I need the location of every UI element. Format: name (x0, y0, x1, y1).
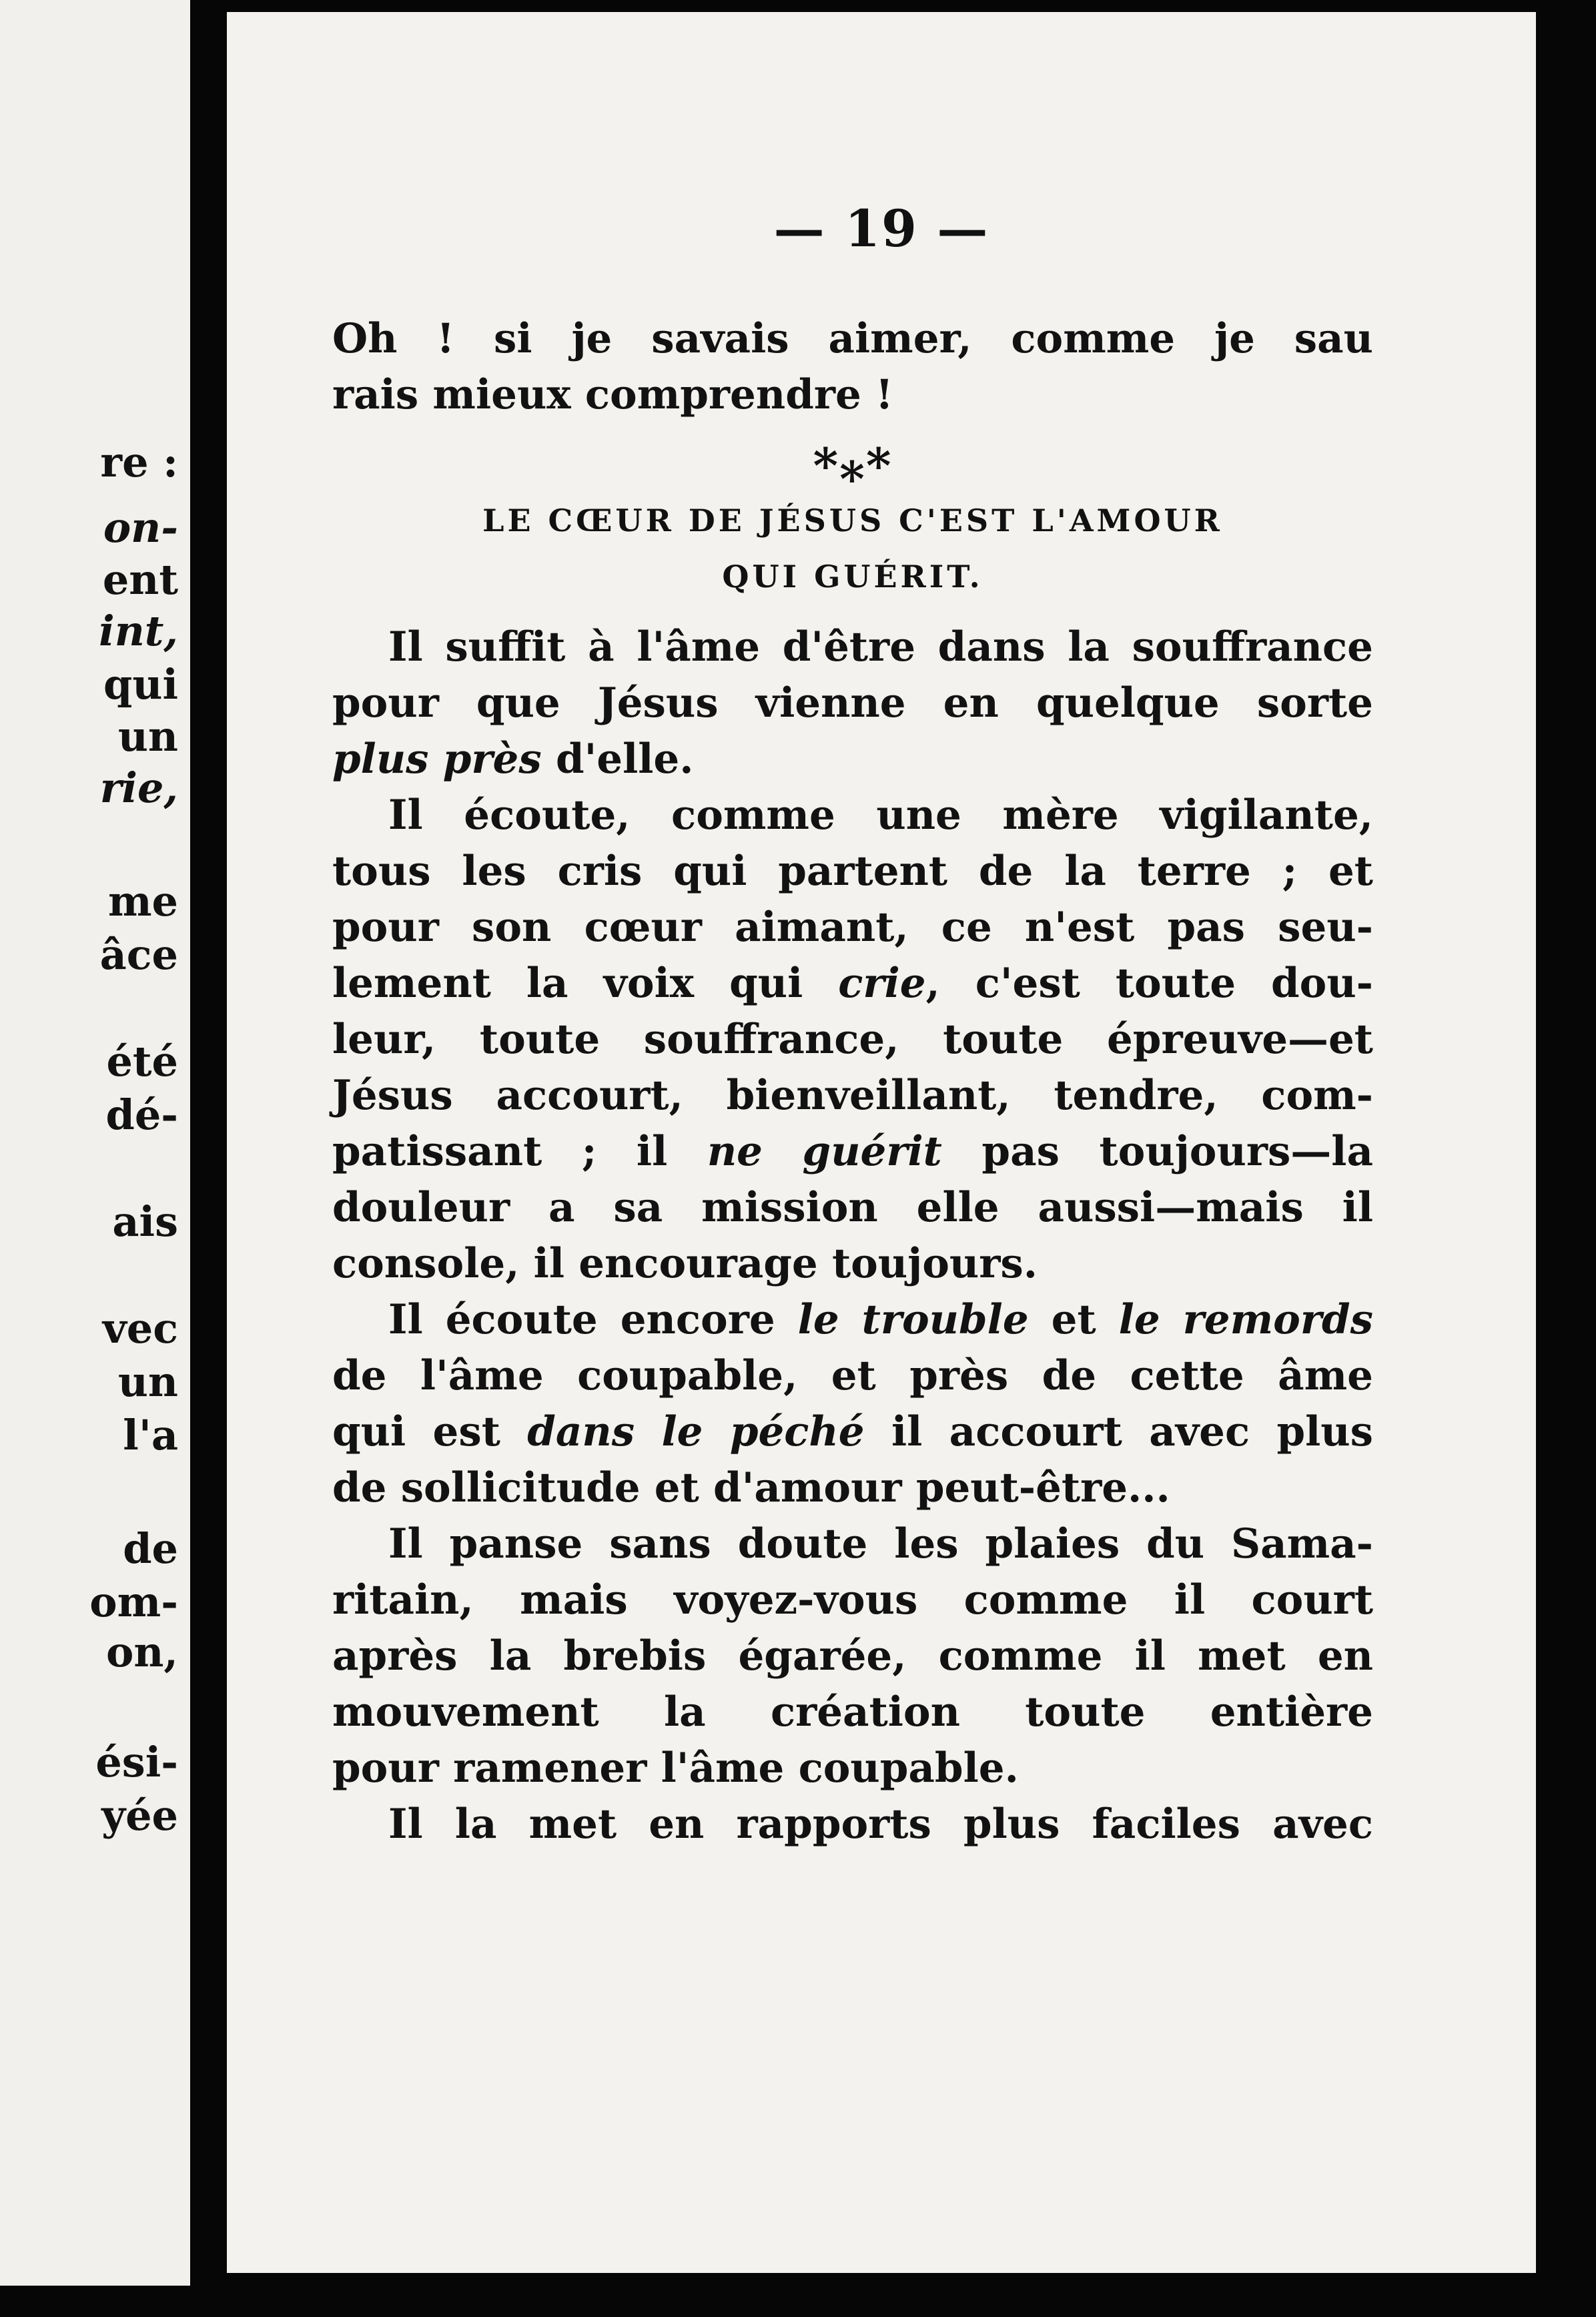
italic-text: crie (838, 960, 926, 1007)
section-heading-line: QUI GUÉRIT. (722, 559, 983, 595)
text-run: , c'est toute dou- (925, 960, 1373, 1007)
italic-text: plus près (332, 735, 542, 783)
text-run: tous les cris qui partent de la terre ; et (332, 848, 1373, 895)
text-line (332, 1124, 1373, 1180)
text-run: Il écoute encore (388, 1296, 798, 1343)
previous-page-line-fragment: été (106, 1037, 178, 1086)
text-run: Il suffit à l'âme d'être dans la souffrance (388, 623, 1373, 671)
text-line (332, 1068, 1373, 1124)
text-line (332, 675, 1373, 731)
text-run: console, il encourage toujours. (332, 1240, 1038, 1287)
text-run: pas toujours—la (941, 1128, 1374, 1175)
text-line (332, 1516, 1373, 1572)
previous-page-line-fragment: int, (99, 607, 178, 655)
text-line (332, 619, 1373, 675)
previous-page-line-fragment: me (107, 877, 178, 926)
italic-text: ne guérit (707, 1128, 942, 1175)
previous-page-line-fragment: re : (100, 438, 178, 486)
text-line (332, 1012, 1373, 1068)
text-line (332, 1684, 1373, 1740)
text-run: Il la met en rapports plus faciles avec (388, 1800, 1373, 1848)
previous-page-line-fragment: ent (102, 555, 178, 604)
previous-page-line-fragment: yée (101, 1791, 178, 1840)
text-run: pour que Jésus vienne en quelque sorte (332, 679, 1373, 727)
text-line (332, 1460, 1373, 1516)
previous-page-line-fragment: rie, (99, 763, 178, 812)
italic-text: le trouble (797, 1296, 1029, 1343)
page-text (332, 311, 1373, 1853)
intro-line: rais mieux comprendre ! (332, 371, 893, 418)
previous-page-line-fragment: un (117, 712, 178, 761)
italic-text: le remords (1118, 1296, 1373, 1343)
text-line (332, 731, 1373, 787)
text-run: de sollicitude et d'amour peut-être... (332, 1464, 1170, 1512)
text-run: il accourt avec plus (864, 1408, 1373, 1455)
body-text (332, 619, 1373, 1853)
previous-page-line-fragment: om- (89, 1578, 178, 1626)
previous-page-line-fragment: qui (103, 660, 178, 709)
asterism-ornament: *⁎* (813, 437, 893, 494)
previous-page-line-fragment: de (123, 1524, 178, 1573)
text-run: Il panse sans doute les plaies du Sama- (388, 1520, 1373, 1568)
previous-page-line-fragment: ési- (95, 1738, 178, 1786)
text-run: après la brebis égarée, comme il met en (332, 1632, 1373, 1680)
text-line (332, 1572, 1373, 1628)
text-line (332, 1628, 1373, 1684)
previous-page-line-fragment: dé- (105, 1090, 178, 1139)
text-run: leur, toute souffrance, toute épreuve—et (332, 1016, 1373, 1063)
text-run: patissant ; il (332, 1128, 707, 1175)
text-line (332, 900, 1373, 956)
section-heading-line: LE CŒUR DE JÉSUS C'EST L'AMOUR (482, 503, 1223, 539)
previous-page-line-fragment: âce (99, 930, 178, 979)
text-run: pour son cœur aimant, ce n'est pas seu- (332, 904, 1373, 951)
text-run: lement la voix qui (332, 960, 839, 1007)
text-run: d'elle. (541, 735, 694, 783)
text-run: douleur a sa mission elle aussi—mais il (332, 1184, 1373, 1231)
page-number: — 19 — (773, 199, 989, 258)
text-run: Il écoute, comme une mère vigilante, (388, 791, 1373, 839)
previous-page-fragment (0, 0, 190, 2286)
intro-line: Oh ! si je savais aimer, comme je sau (332, 315, 1373, 362)
italic-text: dans le péché (527, 1408, 865, 1455)
text-line (332, 1180, 1373, 1236)
text-line (332, 1348, 1373, 1404)
text-run: qui est (332, 1408, 528, 1455)
text-line (332, 1404, 1373, 1460)
text-line (332, 1292, 1373, 1348)
text-run: ritain, mais voyez-vous comme il court (332, 1576, 1373, 1624)
previous-page-line-fragment: ais (112, 1197, 178, 1246)
text-line (332, 787, 1373, 844)
previous-page-line-fragment: on- (103, 503, 178, 552)
text-run: et (1028, 1296, 1119, 1343)
text-line (332, 956, 1373, 1012)
text-run: Jésus accourt, bienveillant, tendre, com- (332, 1072, 1373, 1119)
text-line (332, 1740, 1373, 1796)
text-run: pour ramener l'âme coupable. (332, 1744, 1019, 1792)
book-page (227, 12, 1536, 2273)
previous-page-line-fragment: l'a (123, 1411, 178, 1459)
text-line (332, 844, 1373, 900)
text-run: de l'âme coupable, et près de cette âme (332, 1352, 1373, 1399)
spacer (332, 605, 1373, 619)
previous-page-line-fragment: on, (105, 1628, 178, 1676)
text-run: mouvement la création toute entière (332, 1688, 1373, 1736)
text-line (332, 1796, 1373, 1853)
text-line (332, 1236, 1373, 1292)
previous-page-line-fragment: vec (102, 1304, 178, 1353)
previous-page-line-fragment: un (117, 1357, 178, 1406)
